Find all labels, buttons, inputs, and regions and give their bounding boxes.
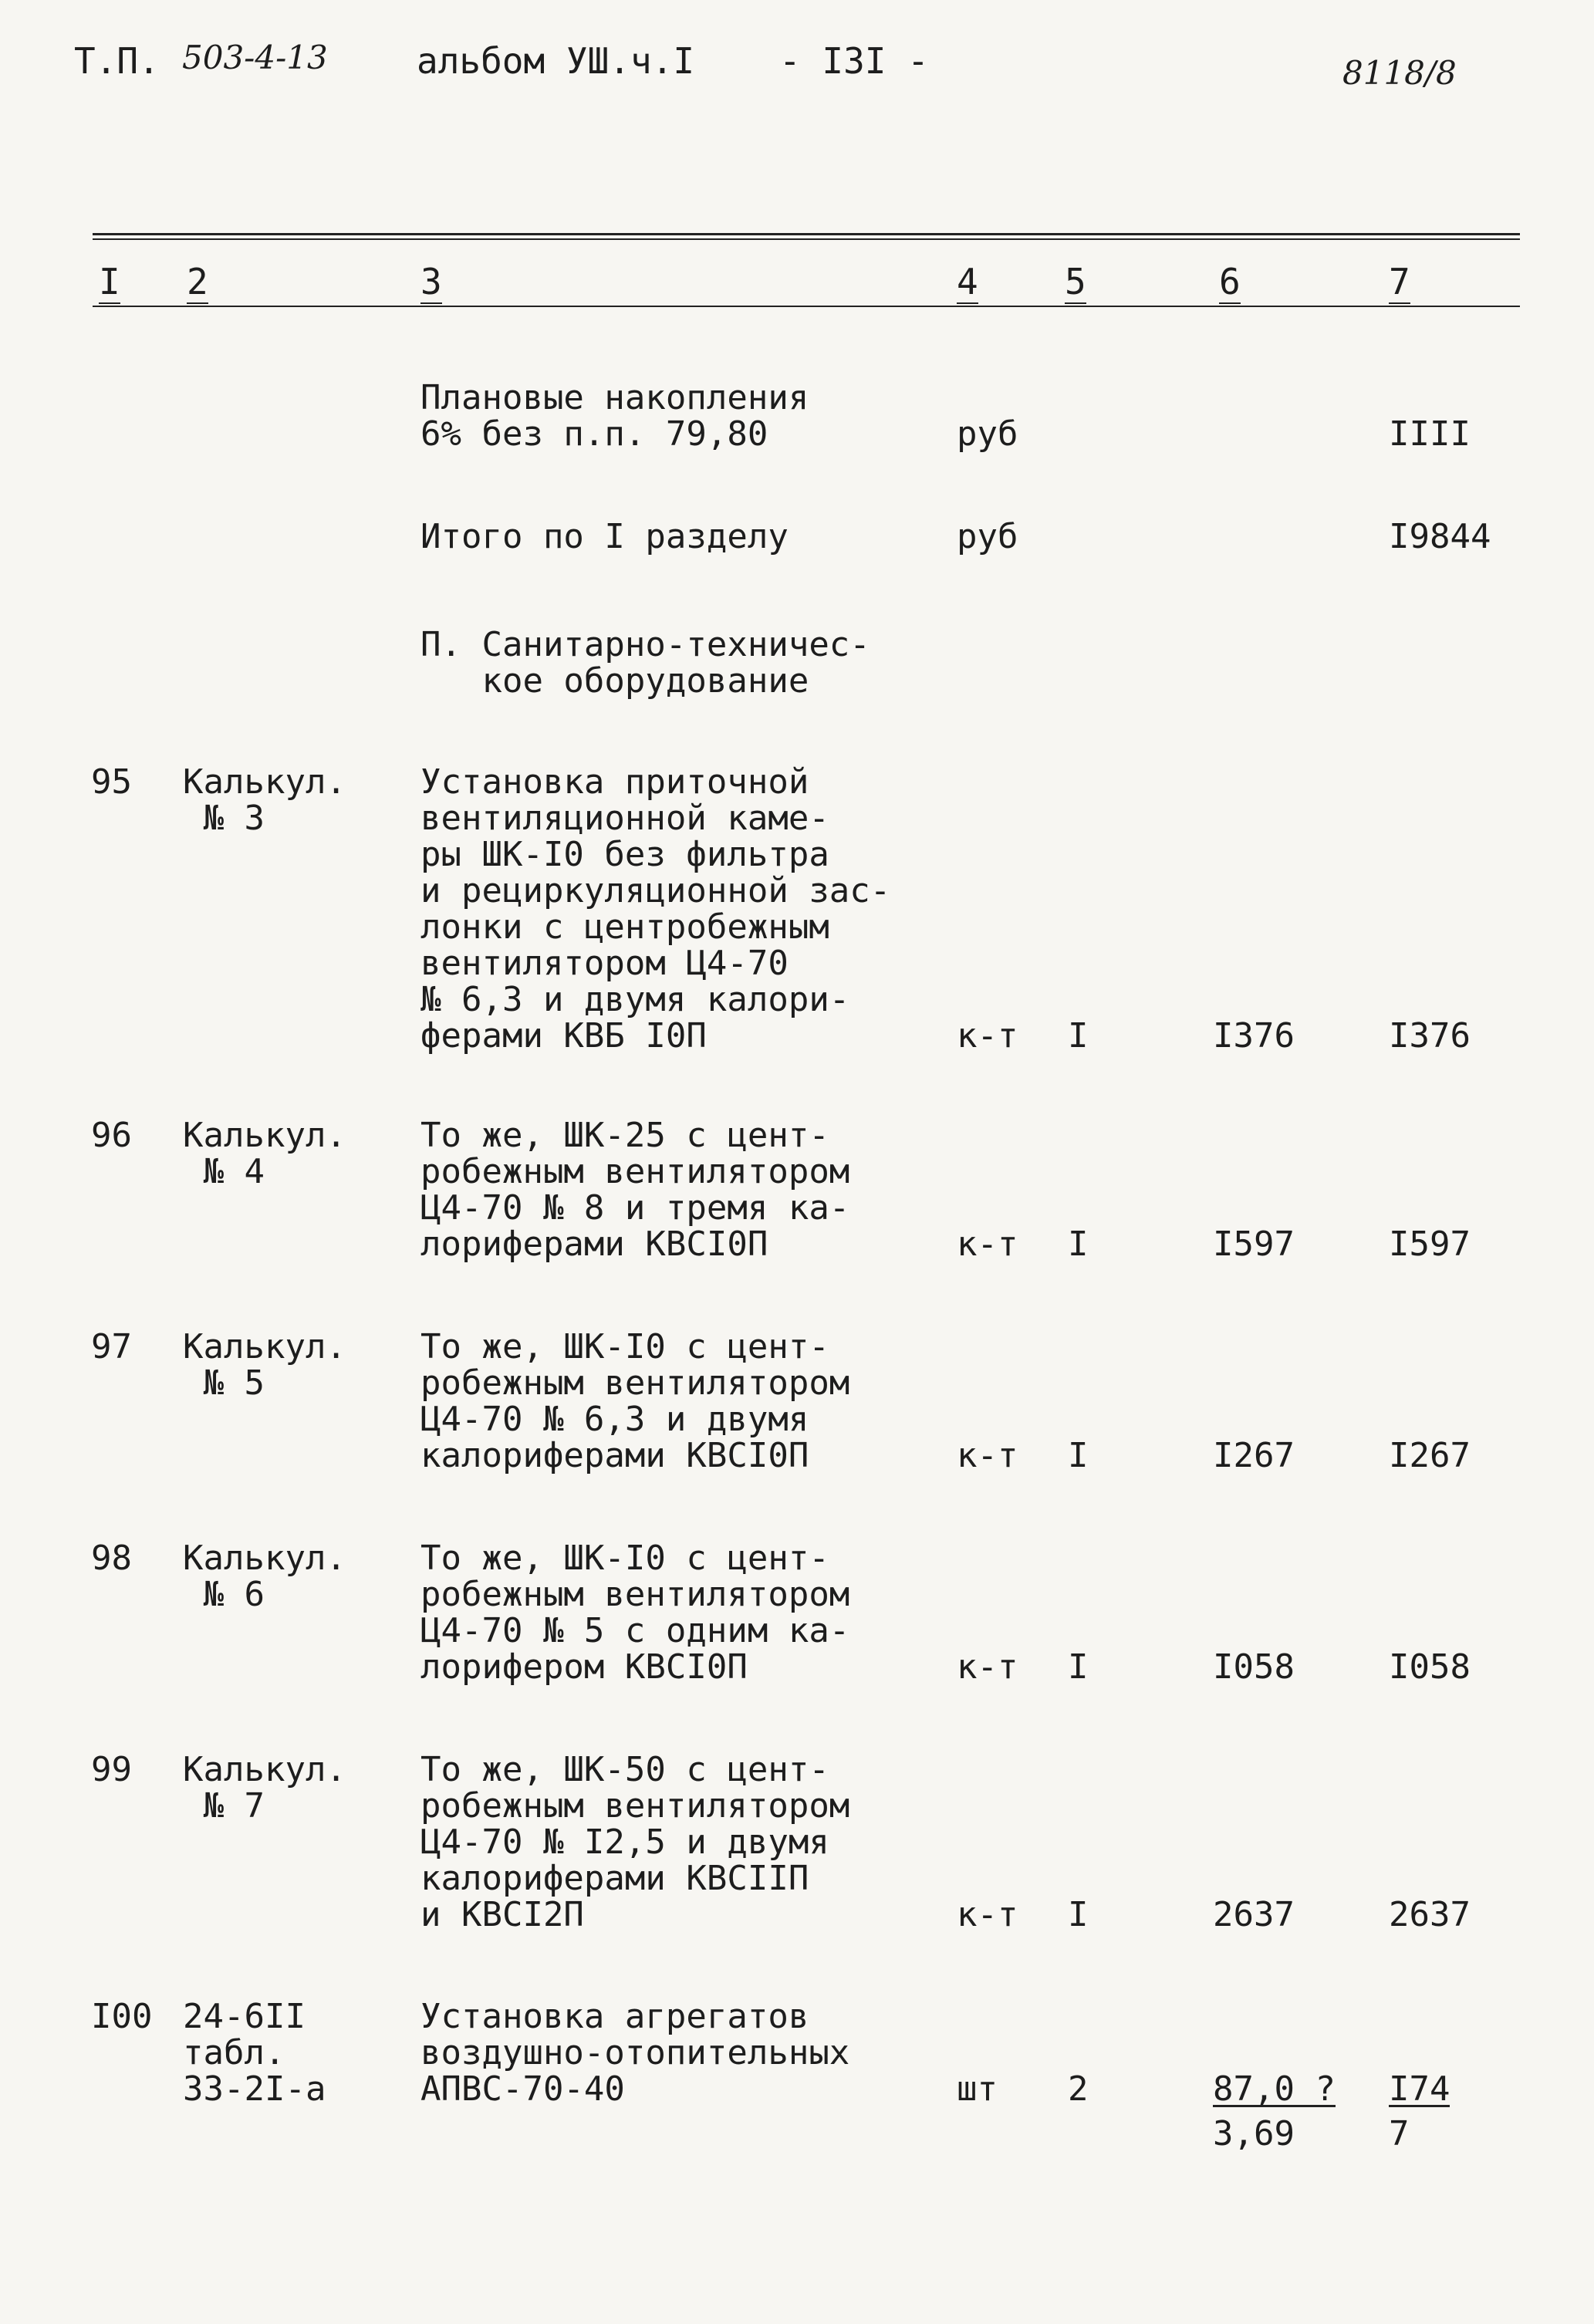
row-number: I00 [91, 1997, 153, 2036]
row-description: То же, ШК-50 с цент- робежным вентилятором Ц4-70 № I2,5 и двумя калориферами КВСIIП и КВСI2П [420, 1750, 850, 1934]
row-total-secondary: 7 [1389, 2114, 1410, 2153]
document-number: 8118/8 [1342, 54, 1457, 92]
row-reference: Калькул. № 4 [183, 1116, 346, 1191]
row-quantity: I [1068, 1895, 1089, 1934]
row-price: 2637 [1213, 1895, 1295, 1934]
column-header-2: 2 [187, 261, 208, 302]
row-quantity: I [1068, 1436, 1089, 1475]
tp-label: Т.П. [74, 40, 160, 82]
row-number: 96 [91, 1116, 132, 1155]
row-price: I267 [1213, 1436, 1295, 1475]
row-description: Установка приточной вентиляционной каме- ры ШК-I0 без фильтра и рециркуляционной зас- лонки с центробежным вентилятором Ц4-70 № 6,3 и двумя калори- ферами КВБ I0П [420, 762, 891, 1056]
row-reference: Калькул. № 7 [183, 1750, 346, 1826]
column-header-4: 4 [957, 261, 978, 302]
row-total: I058 [1389, 1647, 1471, 1687]
column-header-6: 6 [1219, 261, 1241, 302]
row-unit: к-т [957, 1224, 1018, 1264]
row-total: I74 [1389, 2069, 1450, 2109]
row-description: Установка агрегатов воздушно-отопительных АПВС-70-40 [420, 1997, 850, 2109]
row-reference: Калькул. № 6 [183, 1539, 346, 1614]
column-header-7: 7 [1389, 261, 1410, 302]
row-number: 99 [91, 1750, 132, 1789]
row-reference: Калькул. № 5 [183, 1327, 346, 1403]
row-reference: Калькул. № 3 [183, 762, 346, 838]
table-top-rule [93, 233, 1520, 235]
row-price: I376 [1213, 1016, 1295, 1056]
section-heading: П. Санитарно-техничес- кое оборудование [420, 625, 870, 701]
row-number: 98 [91, 1539, 132, 1578]
row-price: I597 [1213, 1224, 1295, 1264]
row-reference: 24-6II табл. 33-2I-а [183, 1997, 326, 2109]
page-number: - I3I - [779, 40, 929, 82]
row-number: 97 [91, 1327, 132, 1366]
row-quantity: I [1068, 1647, 1089, 1687]
row-total: I9844 [1389, 517, 1491, 556]
row-quantity: I [1068, 1224, 1089, 1264]
row-price: I058 [1213, 1647, 1295, 1687]
row-description: То же, ШК-I0 с цент- робежным вентилятором Ц4-70 № 5 с одним ка- лорифером КВСI0П [420, 1539, 850, 1687]
row-unit: к-т [957, 1647, 1018, 1687]
row-unit: к-т [957, 1436, 1018, 1475]
row-unit: шт [957, 2069, 998, 2109]
column-header-3: 3 [420, 261, 442, 302]
row-price-secondary: 3,69 [1213, 2114, 1295, 2153]
row-unit: руб [957, 517, 1018, 556]
row-description: То же, ШК-I0 с цент- робежным вентилятором Ц4-70 № 6,3 и двумя калориферами КВСI0П [420, 1327, 850, 1475]
row-total: 2637 [1389, 1895, 1471, 1934]
row-number: 95 [91, 762, 132, 802]
row-quantity: I [1068, 1016, 1089, 1056]
tp-code: 503-4-13 [182, 39, 328, 76]
row-price: 87,0 ? [1213, 2069, 1336, 2109]
row-total: I376 [1389, 1016, 1471, 1056]
table-top-rule-2 [93, 238, 1520, 240]
row-description: То же, ШК-25 с цент- робежным вентилятором Ц4-70 № 8 и тремя ка- лориферами КВСI0П [420, 1116, 850, 1264]
row-unit: руб [957, 414, 1018, 454]
row-description: Итого по I разделу [420, 517, 789, 556]
row-description: Плановые накопления 6% без п.п. 79,80 [420, 378, 809, 454]
row-total: IIII [1389, 414, 1471, 454]
row-total: I267 [1389, 1436, 1471, 1475]
column-header-1: I [99, 261, 120, 302]
row-unit: к-т [957, 1895, 1018, 1934]
column-header-5: 5 [1065, 261, 1086, 302]
row-quantity: 2 [1068, 2069, 1089, 2109]
row-unit: к-т [957, 1016, 1018, 1056]
album-label: альбом УШ.ч.I [417, 40, 695, 82]
column-header-rule [93, 306, 1520, 307]
row-total: I597 [1389, 1224, 1471, 1264]
